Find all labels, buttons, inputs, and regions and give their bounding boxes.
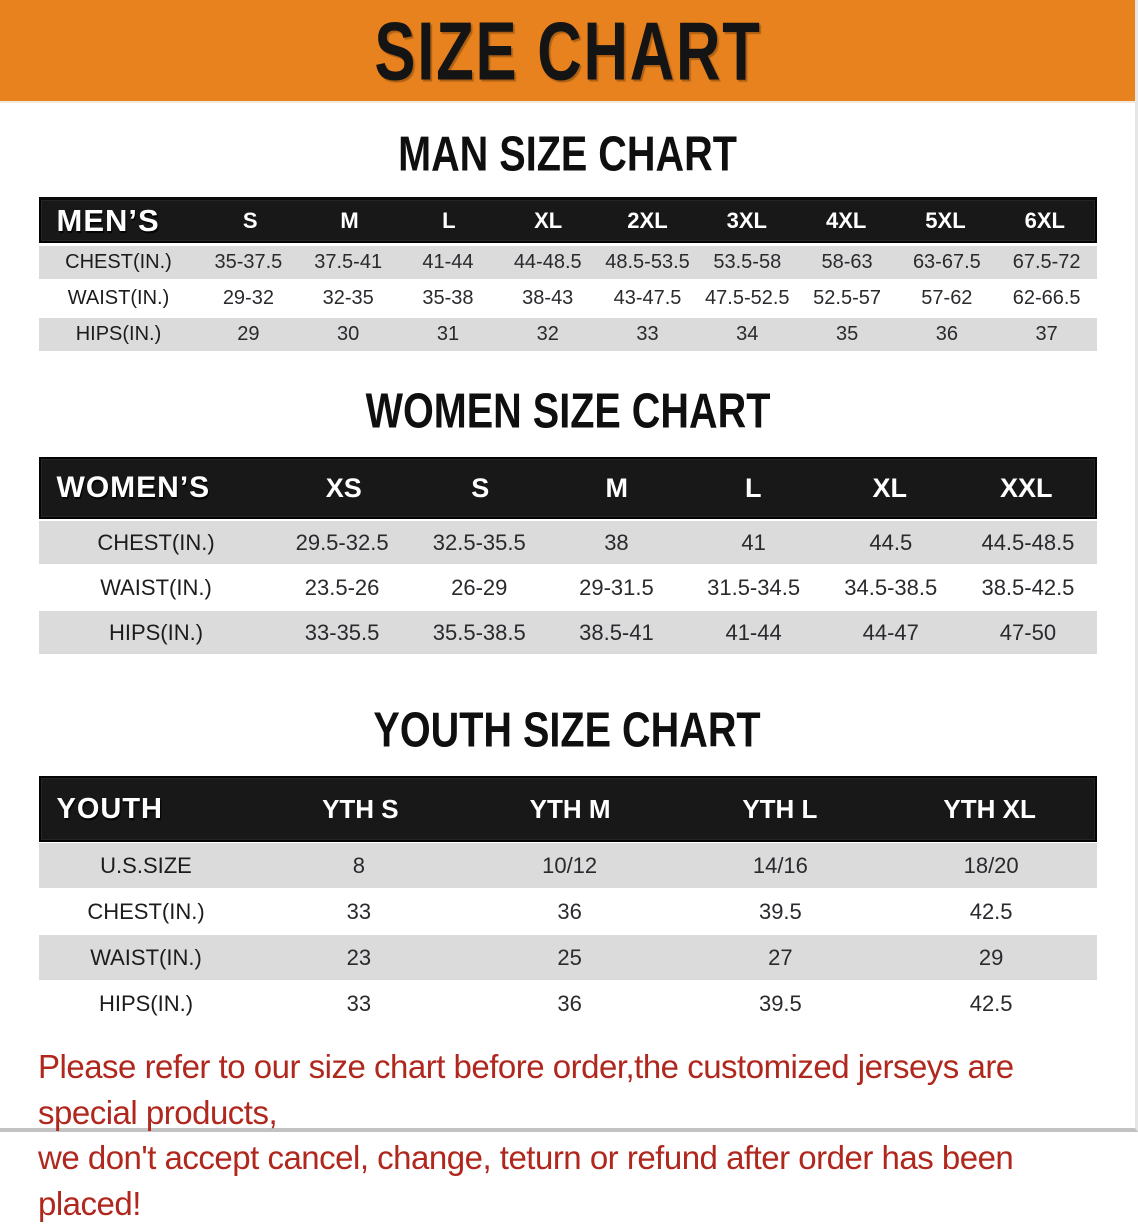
- women-section-heading: [0, 351, 1135, 437]
- size-column-header: M: [340, 207, 359, 233]
- measurement-value: 37.5-41: [314, 251, 383, 273]
- size-column-header: YTH M: [529, 793, 611, 824]
- table-row: [39, 889, 1097, 934]
- youth-section-heading: [0, 654, 1135, 756]
- measurement-label: WAIST(IN.): [90, 944, 202, 970]
- size-column-header: M: [605, 472, 628, 503]
- measurement-value: 29: [237, 323, 260, 345]
- measurement-label: HIPS(IN.): [98, 990, 194, 1016]
- measurement-value: 8: [352, 852, 365, 878]
- table-group-label: MEN’S: [56, 202, 160, 238]
- men-section: [0, 103, 1135, 351]
- measurement-value: 34.5-38.5: [844, 574, 938, 600]
- table-row: [39, 521, 1097, 564]
- measurement-value: 18/20: [963, 852, 1019, 878]
- measurement-label: WAIST(IN.): [100, 574, 212, 600]
- measurement-value: 23: [346, 944, 372, 970]
- measurement-value: 34: [736, 323, 759, 345]
- table-header-row: [39, 197, 1097, 243]
- size-column-header: 4XL: [825, 207, 867, 233]
- table-row: [39, 935, 1097, 980]
- measurement-value: 62-66.5: [1012, 287, 1081, 309]
- measurement-value: 38: [604, 529, 629, 555]
- measurement-label: CHEST(IN.): [65, 251, 172, 273]
- measurement-value: 31.5-34.5: [707, 574, 801, 600]
- measurement-value: 23.5-26: [304, 574, 380, 600]
- measurement-value: 47-50: [999, 619, 1057, 645]
- size-column-header: YTH L: [742, 793, 818, 824]
- measurement-value: 33: [346, 990, 372, 1016]
- measurement-value: 43-47.5: [613, 287, 682, 309]
- youth-heading-text: YOUTH SIZE CHART: [373, 701, 762, 758]
- table-row: [39, 611, 1097, 654]
- size-column-header: L: [442, 207, 456, 233]
- measurement-value: 53.5-58: [713, 251, 782, 273]
- measurement-value: 36: [557, 898, 582, 924]
- table-group-label: WOMEN’S: [56, 471, 211, 504]
- measurement-value: 41-44: [422, 251, 474, 273]
- order-policy-line-1: Please refer to our size chart before order,the customized jerseys are special products,: [38, 1048, 1014, 1131]
- measurement-value: 31: [436, 323, 460, 345]
- men-heading-text: MAN SIZE CHART: [398, 125, 737, 182]
- measurement-value: 37: [1035, 323, 1058, 345]
- women-heading-text: WOMEN SIZE CHART: [365, 382, 770, 439]
- measurement-value: 44.5-48.5: [981, 529, 1075, 555]
- measurement-value: 29-31.5: [579, 574, 654, 600]
- measurement-value: 36: [935, 323, 958, 345]
- measurement-value: 36: [557, 990, 582, 1016]
- size-column-header: XL: [872, 472, 907, 503]
- youth-size-table: [39, 776, 1097, 1026]
- size-column-header: YTH S: [322, 793, 399, 824]
- measurement-value: 57-62: [921, 287, 973, 309]
- measurement-label: HIPS(IN.): [108, 619, 204, 645]
- measurement-label: HIPS(IN.): [75, 323, 162, 345]
- youth-section: [0, 654, 1135, 1026]
- measurement-value: 35: [835, 323, 859, 345]
- measurement-value: 14/16: [752, 852, 808, 878]
- measurement-value: 33-35.5: [304, 619, 380, 645]
- measurement-label: WAIST(IN.): [67, 287, 170, 309]
- measurement-value: 27: [768, 944, 793, 970]
- measurement-value: 44-47: [862, 619, 919, 645]
- measurement-value: 25: [557, 944, 582, 970]
- measurement-value: 44-48.5: [513, 251, 582, 273]
- size-column-header: 3XL: [726, 207, 767, 233]
- size-column-header: 2XL: [627, 207, 668, 233]
- women-section: [0, 351, 1135, 654]
- table-group-label: YOUTH: [56, 792, 163, 825]
- men-section-heading: [0, 103, 1135, 183]
- measurement-value: 35.5-38.5: [432, 619, 526, 645]
- measurement-label: CHEST(IN.): [97, 529, 215, 555]
- measurement-value: 44.5: [869, 529, 913, 555]
- measurement-value: 29.5-32.5: [295, 529, 389, 555]
- table-row: [39, 566, 1097, 609]
- order-policy-line-2: we don't accept cancel, change, teturn or refund after order has been placed!: [38, 1139, 1014, 1222]
- size-column-header: 5XL: [925, 207, 966, 233]
- measurement-value: 39.5: [758, 990, 802, 1016]
- size-column-header: XL: [534, 207, 563, 233]
- measurement-value: 30: [337, 323, 360, 345]
- measurement-value: 47.5-52.5: [705, 287, 790, 309]
- measurement-value: 39.5: [758, 898, 802, 924]
- size-chart-banner: [0, 0, 1135, 103]
- measurement-value: 63-67.5: [912, 251, 981, 273]
- measurement-value: 41-44: [725, 619, 782, 645]
- size-column-header: L: [745, 472, 762, 503]
- table-row: [39, 843, 1097, 888]
- measurement-value: 52.5-57: [813, 287, 881, 309]
- measurement-value: 10/12: [542, 852, 598, 878]
- size-column-header: XXL: [999, 472, 1053, 503]
- table-row: [39, 981, 1097, 1026]
- measurement-value: 32-35: [322, 287, 374, 309]
- measurement-label: CHEST(IN.): [87, 898, 205, 924]
- size-column-header: YTH XL: [943, 793, 1036, 824]
- size-column-header: 6XL: [1024, 207, 1065, 233]
- measurement-value: 38.5-42.5: [981, 574, 1075, 600]
- measurement-value: 35-38: [422, 287, 474, 309]
- measurement-label: U.S.SIZE: [100, 852, 192, 878]
- women-size-table: [39, 457, 1097, 654]
- measurement-value: 67.5-72: [1012, 251, 1081, 273]
- measurement-value: 32.5-35.5: [432, 529, 526, 555]
- measurement-value: 32: [536, 323, 559, 345]
- men-size-table: [39, 197, 1097, 351]
- table-row: [39, 246, 1097, 279]
- table-header-row: [39, 457, 1097, 519]
- size-column-header: S: [242, 207, 258, 233]
- measurement-value: 42.5: [969, 990, 1013, 1016]
- table-header-row: [39, 776, 1097, 842]
- measurement-value: 42.5: [969, 898, 1013, 924]
- size-chart-title: SIZE CHART: [373, 4, 762, 97]
- measurement-value: 38-43: [522, 287, 574, 309]
- measurement-value: 35-37.5: [214, 251, 283, 273]
- size-column-header: XS: [325, 472, 362, 503]
- measurement-value: 48.5-53.5: [605, 251, 690, 273]
- order-policy-notice: [0, 1044, 1135, 1226]
- measurement-value: 33: [636, 323, 659, 345]
- measurement-value: 41: [741, 529, 766, 555]
- size-column-header: S: [471, 472, 490, 503]
- measurement-value: 38.5-41: [579, 619, 654, 645]
- measurement-value: 33: [346, 898, 372, 924]
- measurement-value: 29: [978, 944, 1004, 970]
- measurement-value: 26-29: [451, 574, 508, 600]
- measurement-value: 29-32: [222, 287, 274, 309]
- measurement-value: 58-63: [821, 251, 873, 273]
- table-row: [39, 282, 1097, 315]
- table-row: [39, 318, 1097, 351]
